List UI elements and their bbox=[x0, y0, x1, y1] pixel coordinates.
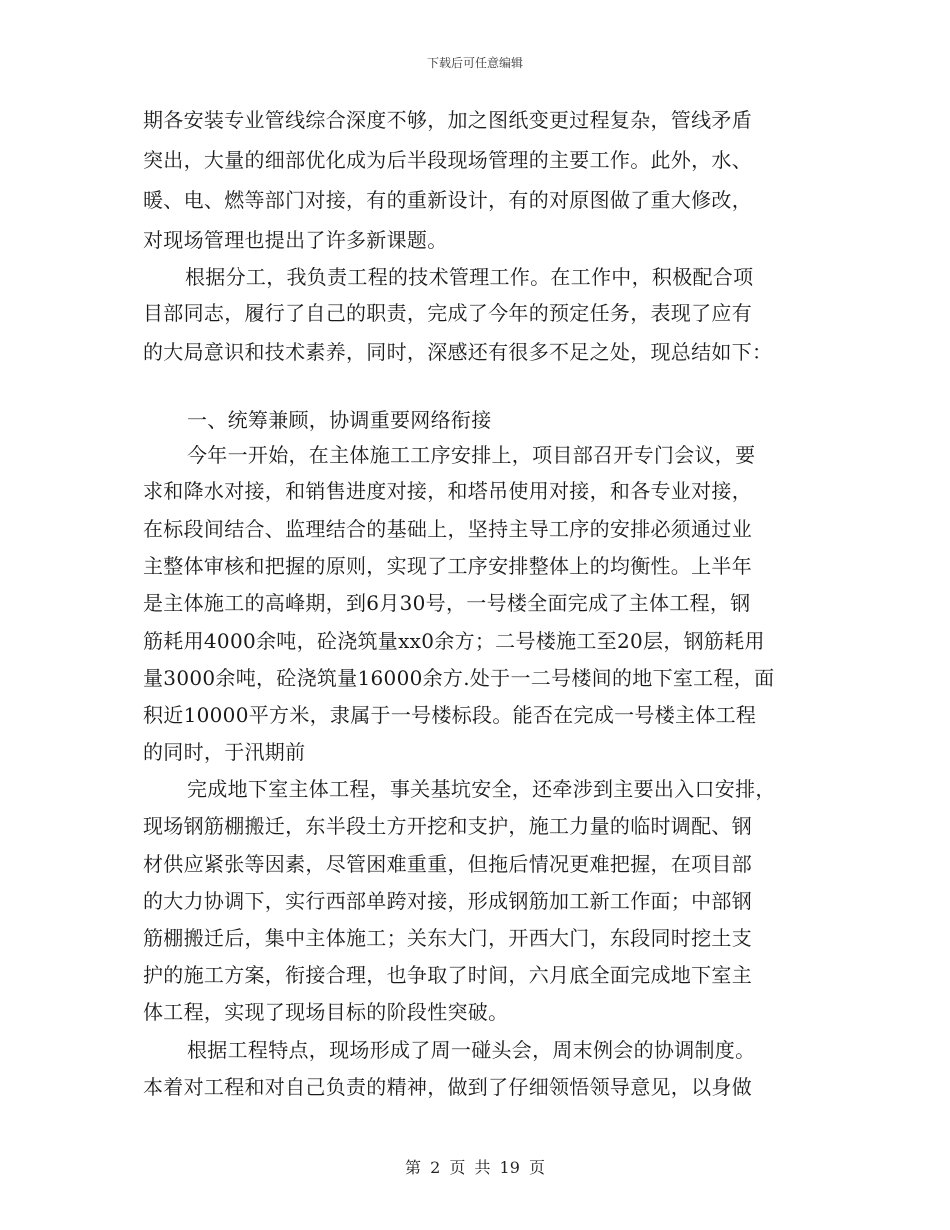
body-line: 护的施工方案，衔接合理，也争取了时间，六月底全面完成地下室主 bbox=[143, 963, 752, 987]
body-line: 积近10000平方米，隶属于一号楼标段。能否在完成一号楼主体工程 bbox=[143, 703, 757, 727]
body-line: 目部同志，履行了自己的职责，完成了今年的预定任务，表现了应有 bbox=[143, 301, 752, 325]
body-line: 求和降水对接，和销售进度对接，和塔吊使用对接，和各专业对接， bbox=[143, 479, 752, 503]
section-heading: 一、统筹兼顾，协调重要网络衔接 bbox=[187, 408, 492, 432]
body-line: 今年一开始，在主体施工工序安排上，项目部召开专门会议，要 bbox=[187, 443, 756, 467]
body-line: 筋耗用4000余吨，砼浇筑量xx0余方；二号楼施工至20层，钢筋耗用 bbox=[143, 629, 765, 653]
body-line: 完成地下室主体工程，事关基坑安全，还牵涉到主要出入口安排， bbox=[187, 777, 776, 801]
body-line: 筋棚搬迁后，集中主体施工；关东大门，开西大门，东段同时挖土支 bbox=[143, 926, 752, 950]
page-header: 下载后可任意编辑 bbox=[426, 56, 523, 70]
body-line: 对现场管理也提出了许多新课题。 bbox=[143, 228, 448, 252]
body-line: 根据工程特点，现场形成了周一碰头会，周末例会的协调制度。 bbox=[187, 1038, 756, 1062]
body-line: 暖、电、燃等部门对接，有的重新设计，有的对原图做了重大修改， bbox=[143, 188, 752, 212]
body-line: 的大局意识和技术素养，同时，深感还有很多不足之处，现总结如下： bbox=[143, 340, 773, 364]
page-number: 第 2 页 共 19 页 bbox=[405, 1158, 545, 1177]
body-line: 突出，大量的细部优化成为后半段现场管理的主要工作。此外，水、 bbox=[143, 148, 752, 172]
body-line: 现场钢筋棚搬迁，东半段土方开挖和支护，施工力量的临时调配、钢 bbox=[143, 814, 752, 838]
body-line: 是主体施工的高峰期，到6月30号，一号楼全面完成了主体工程，钢 bbox=[143, 591, 751, 615]
body-line: 的同时，于汛期前 bbox=[143, 740, 306, 764]
body-line: 体工程，实现了现场目标的阶段性突破。 bbox=[143, 1000, 509, 1024]
body-line: 主整体审核和把握的原则，实现了工序安排整体上的均衡性。上半年 bbox=[143, 554, 752, 578]
body-line: 的大力协调下，实行西部单跨对接，形成钢筋加工新工作面；中部钢 bbox=[143, 889, 752, 913]
body-line: 根据分工，我负责工程的技术管理工作。在工作中，积极配合项 bbox=[185, 265, 754, 289]
body-line: 本着对工程和对自己负责的精神，做到了仔细领悟领导意见，以身做 bbox=[143, 1075, 752, 1099]
body-line: 期各安装专业管线综合深度不够，加之图纸变更过程复杂，管线矛盾 bbox=[143, 108, 752, 132]
body-line: 材供应紧张等因素，尽管困难重重，但拖后情况更难把握，在项目部 bbox=[143, 852, 752, 876]
body-line: 在标段间结合、监理结合的基础上，坚持主导工序的安排必须通过业 bbox=[143, 517, 752, 541]
body-line: 量3000余吨，砼浇筑量16000余方.处于一二号楼间的地下室工程，面 bbox=[143, 666, 775, 690]
